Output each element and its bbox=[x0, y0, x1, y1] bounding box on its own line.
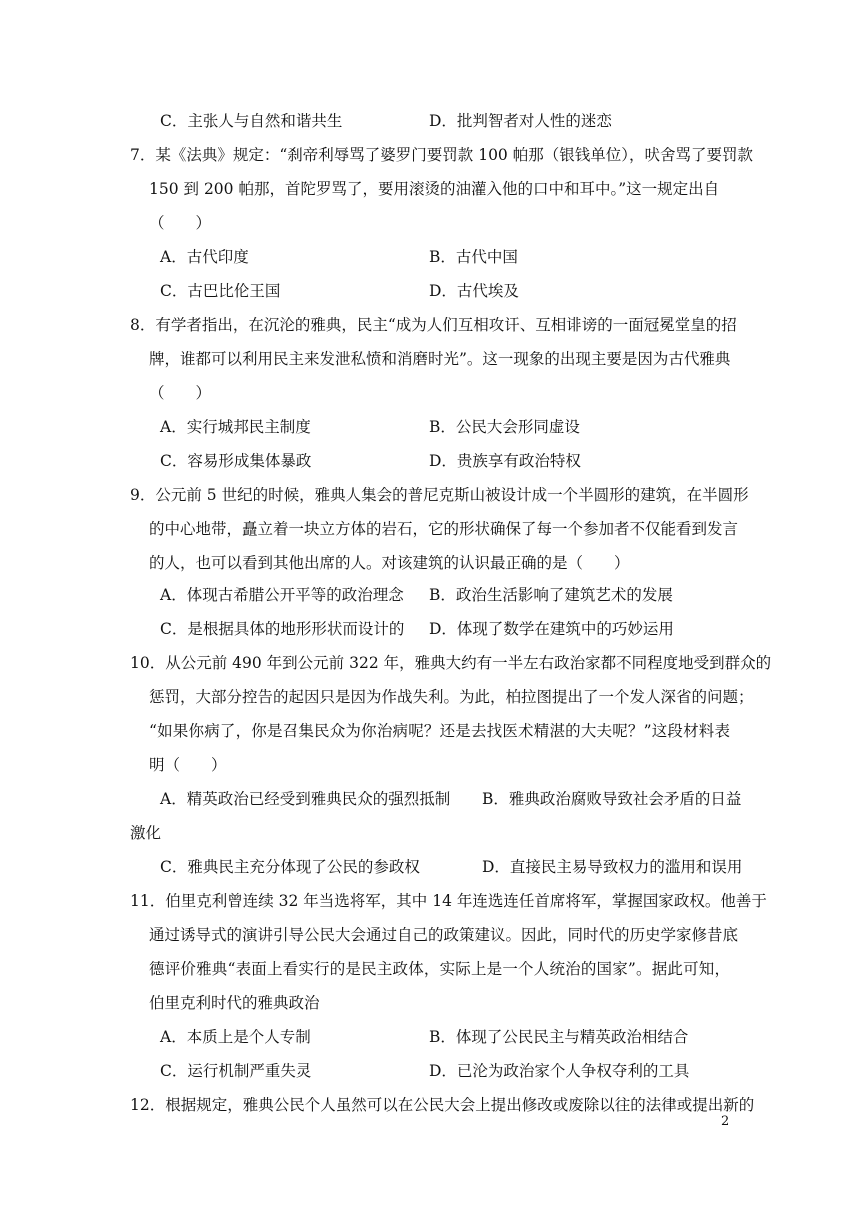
option-b: B．公民大会形同虚设 bbox=[429, 418, 580, 436]
question-text: 150 到 200 帕那，首陀罗骂了，要用滚烫的油灌入他的口中和耳中。”这一规定出自 bbox=[149, 180, 720, 198]
option-a: A．体现古希腊公开平等的政治理念 bbox=[160, 586, 404, 604]
answer-blank: （ ） bbox=[149, 384, 212, 402]
option-a: A．古代印度 bbox=[160, 248, 249, 266]
option-c: C．是根据具体的地形形状而设计的 bbox=[160, 620, 405, 638]
option-d: D．贵族享有政治特权 bbox=[429, 452, 581, 470]
option-d: D．已沦为政治家个人争权夺利的工具 bbox=[429, 1062, 690, 1080]
question-text: 明（ ） bbox=[149, 756, 227, 774]
question-text: “如果你病了，你是召集民众为你治病呢？还是去找医术精湛的大夫呢？”这段材料表 bbox=[149, 722, 730, 740]
option-c: C．主张人与自然和谐共生 bbox=[160, 112, 343, 130]
option-a: A．本质上是个人专制 bbox=[160, 1028, 311, 1046]
question-text: 9．公元前 5 世纪的时候，雅典人集会的普尼克斯山被设计成一个半圆形的建筑，在半圆形 bbox=[130, 486, 749, 504]
option-c: C．容易形成集体暴政 bbox=[160, 452, 312, 470]
option-b: B．体现了公民民主与精英政治相结合 bbox=[429, 1028, 689, 1046]
question-text: 11．伯里克利曾连续 32 年当选将军，其中 14 年连选连任首席将军，掌握国家政权。他善于 bbox=[130, 892, 767, 910]
option-b: B．政治生活影响了建筑艺术的发展 bbox=[429, 586, 673, 604]
option-c: C．古巴比伦王国 bbox=[160, 282, 281, 300]
option-d: D．批判智者对人性的迷恋 bbox=[429, 112, 612, 130]
option-a: A．实行城邦民主制度 bbox=[160, 418, 311, 436]
question-text: 的人，也可以看到其他出席的人。对该建筑的认识最正确的是（ ） bbox=[149, 554, 630, 572]
question-text: 的中心地带，矗立着一块立方体的岩石，它的形状确保了每一个参加者不仅能看到发言 bbox=[149, 520, 739, 538]
option-b: B．雅典政治腐败导致社会矛盾的日益 bbox=[482, 790, 742, 808]
option-b: B．古代中国 bbox=[429, 248, 518, 266]
answer-blank: （ ） bbox=[149, 214, 212, 232]
question-text: 牌，谁都可以利用民主来发泄私愤和消磨时光”。这一现象的出现主要是因为古代雅典 bbox=[149, 350, 731, 368]
question-text: 伯里克利时代的雅典政治 bbox=[149, 994, 320, 1012]
question-text: 惩罚，大部分控告的起因只是因为作战失利。为此，柏拉图提出了一个发人深省的问题； bbox=[149, 688, 754, 706]
question-text: 8．有学者指出，在沉沦的雅典，民主“成为人们互相攻讦、互相诽谤的一面冠冕堂皇的招 bbox=[130, 316, 737, 334]
option-a: A．精英政治已经受到雅典民众的强烈抵制 bbox=[160, 790, 451, 808]
option-c: C．雅典民主充分体现了公民的参政权 bbox=[160, 858, 420, 876]
option-d: D．体现了数学在建筑中的巧妙运用 bbox=[429, 620, 674, 638]
page-number: 2 bbox=[721, 1114, 730, 1129]
question-text: 7．某《法典》规定：“刹帝利辱骂了婆罗门要罚款 100 帕那（银钱单位），吠舍骂了要罚款 bbox=[130, 146, 753, 164]
question-text: 德评价雅典“表面上看实行的是民主政体，实际上是一个人统治的国家”。据此可知， bbox=[149, 960, 730, 978]
question-text: 12．根据规定，雅典公民个人虽然可以在公民大会上提出修改或废除以往的法律或提出新的 bbox=[130, 1096, 755, 1114]
question-text: 通过诱导式的演讲引导公民大会通过自己的政策建议。因此，同时代的历史学家修昔底 bbox=[149, 926, 739, 944]
option-d: D．古代埃及 bbox=[429, 282, 519, 300]
option-c: C．运行机制严重失灵 bbox=[160, 1062, 312, 1080]
option-d: D．直接民主易导致权力的滥用和误用 bbox=[482, 858, 743, 876]
question-text: 10．从公元前 490 年到公元前 322 年，雅典大约有一半左右政治家都不同程度地受到群众的 bbox=[130, 654, 772, 672]
option-b-continued: 激化 bbox=[130, 824, 162, 842]
